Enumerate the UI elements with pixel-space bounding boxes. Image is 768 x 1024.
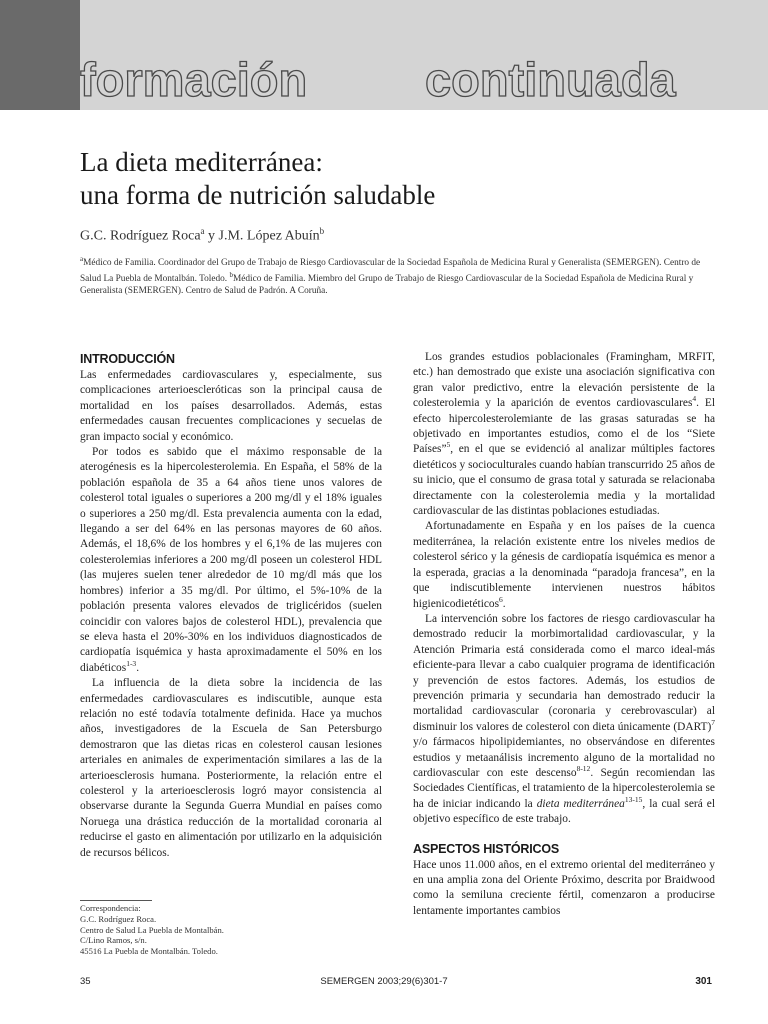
paragraph-text: . El efecto hipercolesterolemiante de las grasas saturadas se ha objetivado en importantes estudios, como el de los “Siete Países” bbox=[413, 397, 716, 456]
article-title bbox=[80, 146, 720, 212]
paragraph-text: , en el que se evidenció al analizar múltiples factores dietéticos y socioculturales cuando habían transcurrido 25 años de su inicio, que el consumo de grasa total y saturada se relacionaba directamente con la colesterolemia media y la mortalidad cardiovascular de las distintas poblaciones estudiadas. bbox=[413, 443, 715, 518]
author-joiner: y bbox=[204, 228, 219, 244]
body-paragraph bbox=[413, 519, 715, 611]
left-column bbox=[80, 350, 382, 861]
emphasis-text: dieta mediterránea bbox=[536, 797, 625, 810]
affiliation-mark: a bbox=[80, 255, 84, 263]
author-name: G.C. Rodríguez Roca bbox=[80, 228, 201, 244]
section-label-continuada: continuada bbox=[425, 53, 676, 106]
footer-left-page-number: 35 bbox=[80, 976, 91, 987]
body-paragraph: Hace unos 11.000 años, en el extremo oriental del mediterráneo y en una amplia zona del Oriente Próximo, descrita por Braidwood como la semiluna creciente fértil, comenzaron a producirse lentamente importantes cambios bbox=[413, 858, 715, 917]
footnote-rule bbox=[80, 900, 152, 901]
affiliation-text: Médico de Familia. Coordinador del Grupo de Trabajo de Riesgo Cardiovascular de la Sociedad Española de Medicina Rural y Generalista (SEMERGEN). Centro de Salud La Puebla de Montalbán. Toledo. bbox=[80, 258, 701, 285]
author-name: J.M. López Abuín bbox=[218, 228, 320, 244]
paragraph-text: , la cual será el objetivo específico de este trabajo. bbox=[413, 797, 715, 826]
reference-mark: 5 bbox=[446, 440, 451, 450]
paragraph-text: La intervención sobre los factores de riesgo cardiovascular ha demostrado reducir la morbimortalidad cardiovascular, y la Atención Primaria está considerada como el marco ideal-más eficiente-para llevar a cabo cualquier programa de identificación y prevención de estos factores. Además, los estudios de prevención primaria y secundaria han demostrado reducir la mortalidad cardiovascular (coronaria y cerebrovascular) al disminuir los valores de colesterol con dieta únicamente (DART) bbox=[413, 612, 715, 733]
body-paragraph bbox=[413, 350, 715, 519]
reference-mark: 4 bbox=[692, 394, 697, 404]
reference-mark: 6 bbox=[499, 594, 503, 604]
correspondence-line: 45516 La Puebla de Montalbán. Toledo. bbox=[80, 946, 218, 957]
affiliation-mark: a bbox=[200, 226, 205, 236]
affiliation-mark: b bbox=[319, 226, 325, 236]
affiliation-mark: b bbox=[229, 271, 233, 280]
correspondence-block bbox=[80, 900, 280, 957]
reference-mark: 1-3 bbox=[126, 658, 137, 668]
body-paragraph bbox=[413, 612, 715, 828]
paragraph-text: . Según recomiendan las Sociedades Científicas, el tratamiento de la hipercolesterolemia se ha de iniciar indicando la bbox=[413, 766, 715, 810]
right-column bbox=[413, 350, 715, 919]
body-paragraph: Las enfermedades cardiovasculares y, especialmente, sus complicaciones arterioescleróticas son la principal causa de mortalidad en los países desarrollados. Además, estas enfermedades causan frecuentes complicaciones y secuelas de gran impacto social y económico. bbox=[80, 369, 382, 443]
footer-citation: SEMERGEN 2003;29(6)301-7 bbox=[320, 976, 448, 987]
paragraph-text: . bbox=[502, 597, 506, 610]
section-heading-aspectos-historicos: ASPECTOS HISTÓRICOS bbox=[413, 841, 559, 856]
body-paragraph: La influencia de la dieta sobre la incidencia de las enfermedades cardiovasculares es indiscutible, aunque esta relación no esté todavía totalmente definida. Hace ya muchos años, investigadores de la Escuela de San Petersburgo demostraron que las dietas ricas en colesterol causan lesiones arteriales en animales de experimentación similares a las de la arterioesclerosis humana. Posteriormente, la relación entre el colesterol y la arterioesclerosis logró mayor consistencia al observarse durante la Segunda Guerra Mundial en países como Noruega una drástica reducción de la mortalidad coronaria al reducirse el gasto en alimentación por utilizarlo en la adquisición de recursos bélicos. bbox=[80, 677, 382, 859]
correspondence-label: Correspondencia: bbox=[80, 903, 141, 913]
footer-right-page-number: 301 bbox=[695, 976, 712, 987]
section-header-accent bbox=[0, 0, 80, 110]
reference-mark: 13-15 bbox=[624, 794, 643, 804]
paragraph-text: . bbox=[136, 661, 140, 674]
correspondence-line: C/Lino Ramos, s/n. bbox=[80, 935, 147, 946]
title-line-2: una forma de nutrición saludable bbox=[80, 180, 436, 210]
paragraph-text: Por todos es sabido que el máximo responsable de la aterogénesis es la hipercolesterolemia. En España, el 58% de la población española de 35 a 64 años tiene unos valores de colesterol total iguales o superiores a 200 mg/dl y el 18% iguales o superiores a 250 mg/dl. Esta prevalencia aumenta con la edad, llegando a ser del 64% en las personas mayores de 60 años. Además, el 18,6% de los hombres y el 6,1% de las mujeres con colesterolemias inferiores a 200 mg/dl poseen un colesterol HDL (las mujeres suelen tener alrededor de 10 mg/dl más que los hombres) inferior a 35 mg/dl. Por último, el 5%-10% de la población presenta valores elevados de triglicéridos (suelen coincidir con valores bajos de colesterol HDL), prevalencia que se eleva hasta el 20%-30% en los individuos diagnosticados de cardiopatía isquémica y hasta aproximadamente el 50% en los diabéticos bbox=[80, 446, 382, 674]
affiliation-text: Médico de Familia. Miembro del Grupo de Trabajo de Riesgo Cardiovascular de la Sociedad Española de Medicina Rural y Generalista (SEMERGEN). Centro de Salud de Padrón. A Coruña. bbox=[80, 274, 694, 297]
affiliations bbox=[80, 253, 720, 297]
reference-mark: 8-12 bbox=[576, 764, 591, 774]
body-paragraph bbox=[80, 445, 382, 676]
author-list bbox=[80, 222, 324, 246]
paragraph-text: Afortunadamente en España y en los países de la cuenca mediterránea, la relación existente entre los niveles medios de colesterol sérico y la génesis de cardiopatía isquémica es menor a la esperada, gracias a la denominada “paradoja francesa”, en la que indiscutiblemente intervienen nuestros hábitos higienicodietéticos bbox=[413, 520, 715, 610]
correspondence-line: Centro de Salud La Puebla de Montalbán. bbox=[80, 924, 224, 935]
reference-mark: 7 bbox=[711, 717, 715, 727]
paragraph-text: Los grandes estudios poblacionales (Framingham, MRFIT, etc.) han demostrado que existe una asociación significativa con gran valor predictivo, entre la elevación persistente de la colesterolemia y la aparición de eventos cardiovasculares bbox=[413, 351, 715, 410]
section-heading-introduccion: INTRODUCCIÓN bbox=[80, 352, 175, 366]
title-line-1: La dieta mediterránea: bbox=[80, 147, 323, 177]
section-label-formacion: formación bbox=[80, 53, 308, 106]
paragraph-text: y/o fármacos hipolipidemiantes, no observándose en diferentes estudios y metaanálisis incremento alguno de la mortalidad no cardiovascular con este descenso bbox=[413, 736, 715, 779]
correspondence-line: G.C. Rodríguez Roca. bbox=[80, 913, 157, 924]
